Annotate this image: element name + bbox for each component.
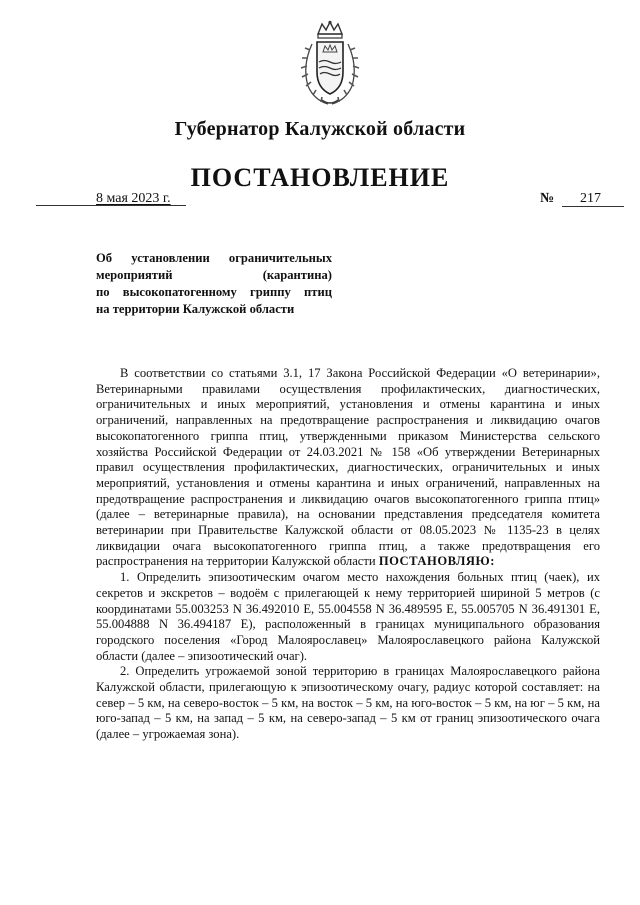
- document-subject: [96, 250, 332, 318]
- preamble-text: В соответствии со статьями 3.1, 17 Закона Российской Федерации «О ветеринарии», Ветеринарными правилами осуществления профилактических, диагностических, ограничительных и иных мероприятий, установления и отмены карантина и иных ограничений, направленных на предотвращение распространения и ликвидацию очагов высокопатогенного гриппа птиц, утвержденными приказом Министерства сельского хозяйства Российской Федерации от 24.03.2021 № 158 «Об утверждении Ветеринарных правил осуществления профилактических, диагностических, ограничительных и иных мероприятий, установления и отмены карантина и иных ограничений, направленных на предотвращение распространения и ликвидацию очагов высокопатогенного гриппа птиц» (далее – ветеринарные правила), на основании представления председателя комитета ветеринарии при Правительстве Калужской области от 08.05.2023 № 1135-23 в целях ликвидации очага высокопатогенного гриппа птиц, а также предотвращения его распространения на территории Калужской области: [96, 366, 600, 569]
- subject-line: мероприятий (карантина): [96, 268, 332, 282]
- decree-colon: :: [490, 554, 495, 569]
- document-number: 217: [580, 191, 601, 206]
- number-label: №: [540, 191, 555, 206]
- document-date: 8 мая 2023 г.: [96, 191, 171, 206]
- issuing-authority: Губернатор Калужской области: [174, 118, 466, 140]
- clause-2: 2. Определить угрожаемой зоной территорию в границах Малоярославецкого района Калужской области, прилегающую к эпизоотическому очагу, радиус которой составляет: на север – 5 км, на северо-восток – 5 км, на восток – 5 км, на юго-восток – 5 км, на юг – 5 км, на юго-запад – 5 км, на запад – 5 км, на северо-запад – 5 км от границ эпизоотического очага (далее – угрожаемая зона).: [96, 664, 600, 742]
- subject-line: по высокопатогенному гриппу птиц: [96, 285, 332, 299]
- subject-line: Об установлении ограничительных: [96, 251, 332, 265]
- kaluga-coat-of-arms-icon: [298, 20, 362, 108]
- decree-word: ПОСТАНОВЛЯЮ: [378, 554, 491, 569]
- document-body: [96, 366, 600, 743]
- subject-line: на территории Калужской области: [96, 302, 295, 316]
- document-type-title: ПОСТАНОВЛЕНИЕ: [190, 163, 450, 192]
- clause-1: 1. Определить эпизоотическим очагом место нахождения больных птиц (чаек), их секретов и экскретов – водоём с прилегающей к нему территорией шириной 5 метров (с координатами 55.003253 N 36.492010 E, 55.004558 N 36.489595 E, 55.005705 N 36.491301 E, 55.004888 N 36.494187 E), расположенный в границах муниципального образования городского поселения «Город Малоярославец» Малоярославецкого района Калужской области (далее – эпизоотический очаг).: [96, 570, 600, 663]
- preamble-paragraph: [96, 366, 600, 570]
